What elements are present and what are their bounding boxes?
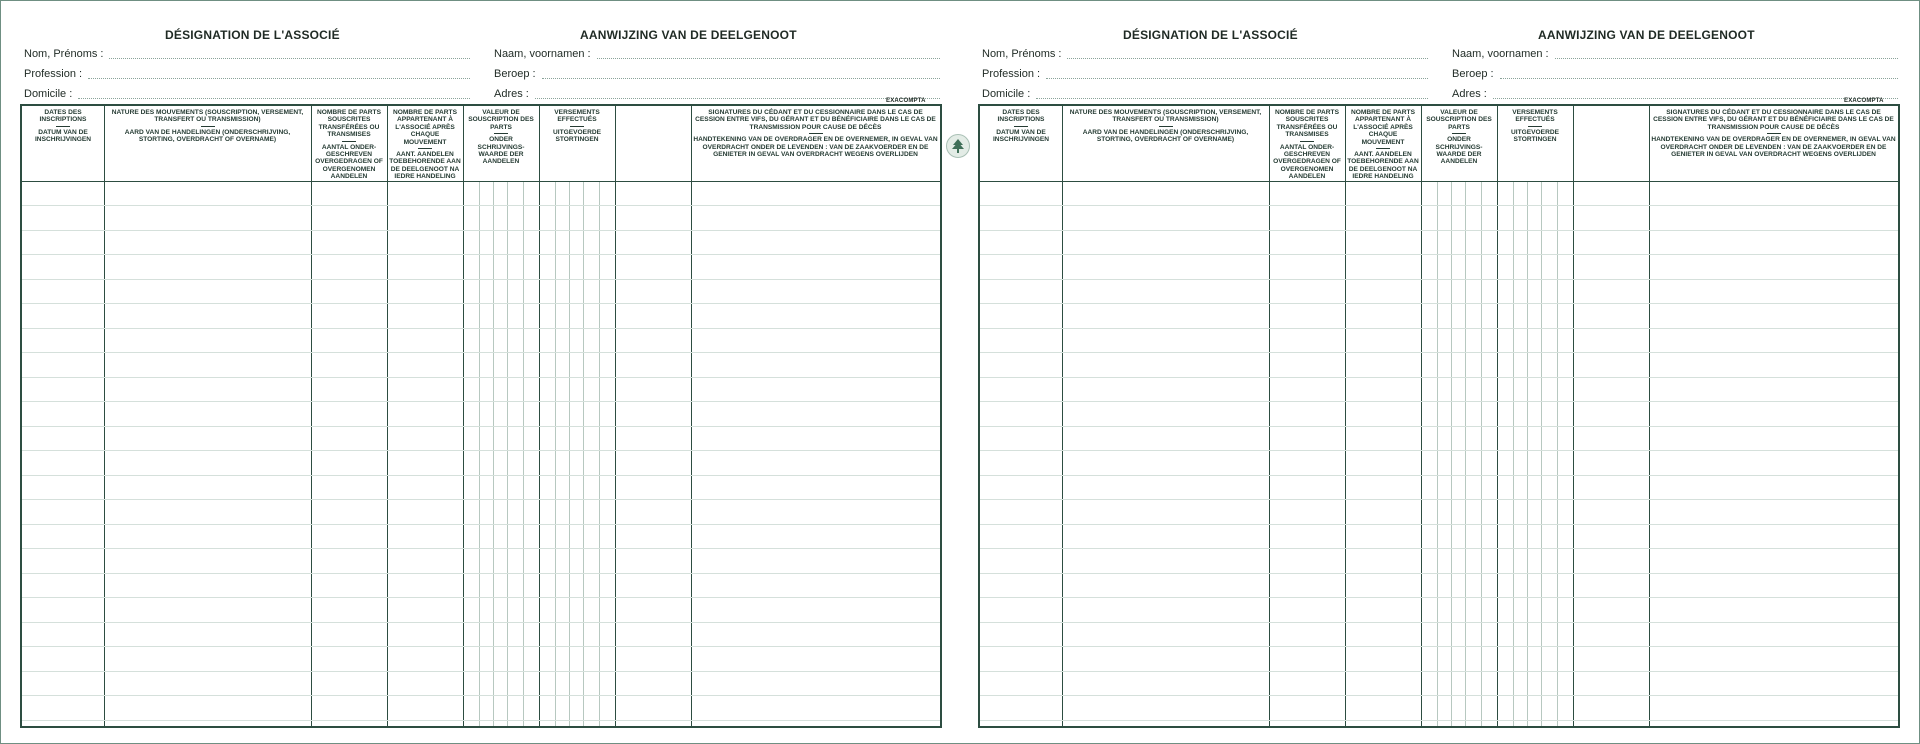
column-divider (615, 106, 616, 726)
column-header-nl: AANTAL ONDER-GESCHREVEN OVERGEDRAGEN OF OVERGENOMEN AANDELEN (1273, 143, 1341, 181)
header-separator (809, 133, 823, 134)
column-header-2 (106, 109, 309, 144)
ledger-row[interactable] (980, 205, 1898, 206)
ledger-row[interactable] (980, 548, 1898, 549)
ledger-row[interactable] (22, 303, 940, 304)
ledger-row[interactable] (980, 377, 1898, 378)
name-label-fr: Nom, Prénoms : (24, 48, 104, 60)
column-header-fr: NATURE DES MOUVEMENTS (SOUSCRIPTION, VERSEMENT, TRANSFERT OU TRANSMISSION) (111, 109, 304, 124)
column-divider (463, 106, 464, 726)
ledger-row[interactable] (22, 622, 940, 623)
sub-column-rule (1527, 181, 1528, 726)
header-separator (1014, 126, 1028, 127)
ledger-row[interactable] (22, 548, 940, 549)
address-field-nl[interactable] (494, 88, 940, 104)
name-field-nl[interactable] (1452, 48, 1898, 64)
brand-label: EXACOMPTA (1844, 98, 1884, 104)
name-label-nl: Naam, voornamen : (1452, 48, 1549, 60)
column-header-fr: DATES DES INSCRIPTIONS (997, 109, 1045, 124)
header-bottom-rule (22, 181, 940, 182)
column-header-nl: HANDTEKENING VAN DE OVERDRAGER EN DE OVERNEMER, IN GEVAL VAN OVERDRACHT ONDER DE LEVENDEN : VAN DE ZAAKVOERDER EN DE GENIETER IN GEVAL VAN OVERDRACHT WEGENS OVERLIJDEN (693, 136, 938, 159)
column-header-nl: HANDTEKENING VAN DE OVERDRAGER EN DE OVERNEMER, IN GEVAL VAN OVERDRACHT ONDER DE LEVENDEN : VAN DE ZAAKVOERDER EN DE GENIETER IN GEVAL VAN OVERDRACHT WEGENS OVERLIJDEN (1651, 136, 1896, 159)
ledger-row[interactable] (22, 475, 940, 476)
brand-label: EXACOMPTA (886, 98, 926, 104)
sub-column-rule (583, 181, 584, 726)
ledger-row[interactable] (980, 401, 1898, 402)
sub-column-rule (507, 181, 508, 726)
column-header-8 (693, 109, 938, 158)
column-header-4 (389, 109, 461, 181)
column-header-nl: DATUM VAN DE INSCHRIJVINGEN (992, 128, 1050, 144)
ledger-row[interactable] (980, 230, 1898, 231)
name-field-fr[interactable] (24, 48, 470, 64)
column-header-fr: SIGNATURES DU CÉDANT ET DU CESSIONNAIRE DANS LE CAS DE CESSION ENTRE VIFS, DU GÉRANT ET DU BÉNÉFICIAIRE DANS LE CAS DE TRANSMISSION POUR CAUSE DE DÉCÈS (695, 109, 936, 131)
ledger-row[interactable] (980, 450, 1898, 451)
ledger-grid (20, 104, 942, 728)
profession-label-nl: Beroep : (494, 68, 536, 80)
ledger-row[interactable] (22, 450, 940, 451)
ledger-row[interactable] (22, 671, 940, 672)
sub-column-rule (523, 181, 524, 726)
column-header-nl: AANT. AANDELEN TOEBEHORENDE AAN DE DEELGENOOT NA IEDRE HANDELING (1347, 151, 1419, 181)
column-header-fr: VALEUR DE SOUSCRIPTION DES PARTS (1426, 109, 1492, 131)
domicile-field-fr[interactable] (982, 88, 1428, 104)
header-separator (1159, 126, 1173, 127)
domicile-label-fr: Domicile : (982, 88, 1031, 100)
column-header-6 (1499, 109, 1571, 144)
ledger-row[interactable] (980, 352, 1898, 353)
header-separator (56, 126, 70, 127)
sub-column-rule (1437, 181, 1438, 726)
profession-label-nl: Beroep : (1452, 68, 1494, 80)
column-header-3 (313, 109, 385, 181)
header-separator (201, 126, 215, 127)
ledger-row[interactable] (980, 695, 1898, 696)
header-separator (1452, 133, 1466, 134)
column-header-nl: DATUM VAN DE INSCHRIJVINGEN (34, 128, 92, 144)
column-header-nl: AARD VAN DE HANDELINGEN (ONDERSCHRIJVING, STORTING, OVERDRACHT OF OVERNAME) (1082, 128, 1249, 144)
column-header-fr: NOMBRE DE PARTS APPARTENANT À L'ASSOCIÉ APRÈS CHAQUE MOUVEMENT (1351, 109, 1415, 146)
sub-column-rule (569, 181, 570, 726)
domicile-field-fr[interactable] (24, 88, 470, 104)
column-header-nl: UITGEVOERDE STORTINGEN (553, 128, 601, 144)
sub-column-rule (599, 181, 600, 726)
sub-column-rule (1513, 181, 1514, 726)
column-header-nl: AANT. AANDELEN TOEBEHORENDE AAN DE DEELGENOOT NA IEDRE HANDELING (389, 151, 461, 181)
ledger-row[interactable] (22, 646, 940, 647)
column-header-1 (982, 109, 1060, 144)
sub-column-rule (1451, 181, 1452, 726)
column-header-fr: DATES DES INSCRIPTIONS (39, 109, 87, 124)
column-header-4 (1347, 109, 1419, 181)
profession-label-fr: Profession : (982, 68, 1041, 80)
column-divider (311, 106, 312, 726)
ledger-row[interactable] (980, 671, 1898, 672)
column-divider (104, 106, 105, 726)
tree-icon (946, 134, 970, 158)
column-divider (1062, 106, 1063, 726)
column-header-nl: ONDER SCHRIJVINGS-WAARDE DER AANDELEN (1435, 136, 1483, 166)
ledger-row[interactable] (22, 352, 940, 353)
ledger-row[interactable] (980, 622, 1898, 623)
column-divider (539, 106, 540, 726)
ledger-row[interactable] (22, 230, 940, 231)
name-field-nl[interactable] (494, 48, 940, 64)
sub-column-rule (493, 181, 494, 726)
address-label-nl: Adres : (1452, 88, 1487, 100)
column-divider (1269, 106, 1270, 726)
title-nl: AANWIJZING VAN DE DEELGENOOT (580, 28, 797, 42)
ledger-row[interactable] (22, 573, 940, 574)
ledger-row[interactable] (980, 646, 1898, 647)
ledger-row[interactable] (22, 597, 940, 598)
sub-column-rule (1541, 181, 1542, 726)
column-divider (1421, 106, 1422, 726)
register-page-left (0, 0, 958, 744)
ledger-row[interactable] (22, 377, 940, 378)
column-header-fr: NOMBRE DE PARTS SOUSCRITES TRANSFÉRÉES OU TRANSMISES (1275, 109, 1339, 139)
column-header-fr: SIGNATURES DU CÉDANT ET DU CESSIONNAIRE DANS LE CAS DE CESSION ENTRE VIFS, DU GÉRANT ET DU BÉNÉFICIAIRE DANS LE CAS DE TRANSMISSION POUR CAUSE DE DÉCÈS (1653, 109, 1894, 131)
title-fr: DÉSIGNATION DE L'ASSOCIÉ (1123, 28, 1298, 42)
header-separator (1300, 141, 1314, 142)
ledger-row[interactable] (980, 499, 1898, 500)
address-label-nl: Adres : (494, 88, 529, 100)
column-header-fr: VALEUR DE SOUSCRIPTION DES PARTS (468, 109, 534, 131)
column-header-nl: AARD VAN DE HANDELINGEN (ONDERSCHRIJVING, STORTING, OVERDRACHT OF OVERNAME) (124, 128, 291, 144)
column-header-fr: VERSEMENTS EFFECTUÉS (1512, 109, 1558, 124)
profession-field-fr[interactable] (24, 68, 470, 84)
header-separator (570, 126, 584, 127)
ledger-row[interactable] (22, 328, 940, 329)
sub-column-rule (1481, 181, 1482, 726)
ledger-row[interactable] (980, 475, 1898, 476)
ledger-row[interactable] (980, 303, 1898, 304)
column-divider (691, 106, 692, 726)
ledger-row[interactable] (22, 720, 940, 721)
column-divider (1649, 106, 1650, 726)
sub-column-rule (555, 181, 556, 726)
header-separator (1528, 126, 1542, 127)
column-header-nl: UITGEVOERDE STORTINGEN (1511, 128, 1559, 144)
column-divider (1497, 106, 1498, 726)
sub-column-rule (1557, 181, 1558, 726)
ledger-row[interactable] (980, 279, 1898, 280)
column-header-fr: VERSEMENTS EFFECTUÉS (554, 109, 600, 124)
header-separator (1767, 133, 1781, 134)
column-header-nl: ONDER SCHRIJVINGS-WAARDE DER AANDELEN (477, 136, 525, 166)
ledger-row[interactable] (22, 205, 940, 206)
profession-field-fr[interactable] (982, 68, 1428, 84)
ledger-row[interactable] (980, 254, 1898, 255)
ledger-row[interactable] (980, 597, 1898, 598)
ledger-row[interactable] (22, 426, 940, 427)
column-header-fr: NOMBRE DE PARTS APPARTENANT À L'ASSOCIÉ APRÈS CHAQUE MOUVEMENT (393, 109, 457, 146)
ledger-row[interactable] (22, 524, 940, 525)
domicile-label-fr: Domicile : (24, 88, 73, 100)
profession-label-fr: Profession : (24, 68, 83, 80)
profession-field-nl[interactable] (1452, 68, 1898, 84)
profession-field-nl[interactable] (494, 68, 940, 84)
ledger-row[interactable] (980, 573, 1898, 574)
column-header-fr: NOMBRE DE PARTS SOUSCRITES TRANSFÉRÉES OU TRANSMISES (317, 109, 381, 139)
title-fr: DÉSIGNATION DE L'ASSOCIÉ (165, 28, 340, 42)
sub-column-rule (1465, 181, 1466, 726)
name-label-fr: Nom, Prénoms : (982, 48, 1062, 60)
column-header-5 (1423, 109, 1495, 166)
ledger-row[interactable] (22, 279, 940, 280)
name-field-fr[interactable] (982, 48, 1428, 64)
header-separator (494, 133, 508, 134)
header-separator (342, 141, 356, 142)
name-label-nl: Naam, voornamen : (494, 48, 591, 60)
column-divider (1573, 106, 1574, 726)
column-header-6 (541, 109, 613, 144)
ledger-row[interactable] (22, 401, 940, 402)
ledger-row[interactable] (980, 524, 1898, 525)
header-separator (418, 148, 432, 149)
header-bottom-rule (980, 181, 1898, 182)
ledger-row[interactable] (980, 328, 1898, 329)
ledger-row[interactable] (980, 720, 1898, 721)
column-divider (387, 106, 388, 726)
column-header-nl: AANTAL ONDER-GESCHREVEN OVERGEDRAGEN OF OVERGENOMEN AANDELEN (315, 143, 383, 181)
column-header-3 (1271, 109, 1343, 181)
ledger-grid (978, 104, 1900, 728)
ledger-row[interactable] (980, 426, 1898, 427)
register-page-right (958, 0, 1916, 744)
address-field-nl[interactable] (1452, 88, 1898, 104)
ledger-row[interactable] (22, 695, 940, 696)
sub-column-rule (479, 181, 480, 726)
title-nl: AANWIJZING VAN DE DEELGENOOT (1538, 28, 1755, 42)
column-divider (1345, 106, 1346, 726)
ledger-row[interactable] (22, 499, 940, 500)
column-header-1 (24, 109, 102, 144)
column-header-fr: NATURE DES MOUVEMENTS (SOUSCRIPTION, VERSEMENT, TRANSFERT OU TRANSMISSION) (1069, 109, 1262, 124)
ledger-row[interactable] (22, 254, 940, 255)
column-header-5 (465, 109, 537, 166)
header-separator (1376, 148, 1390, 149)
column-header-8 (1651, 109, 1896, 158)
column-header-2 (1064, 109, 1267, 144)
